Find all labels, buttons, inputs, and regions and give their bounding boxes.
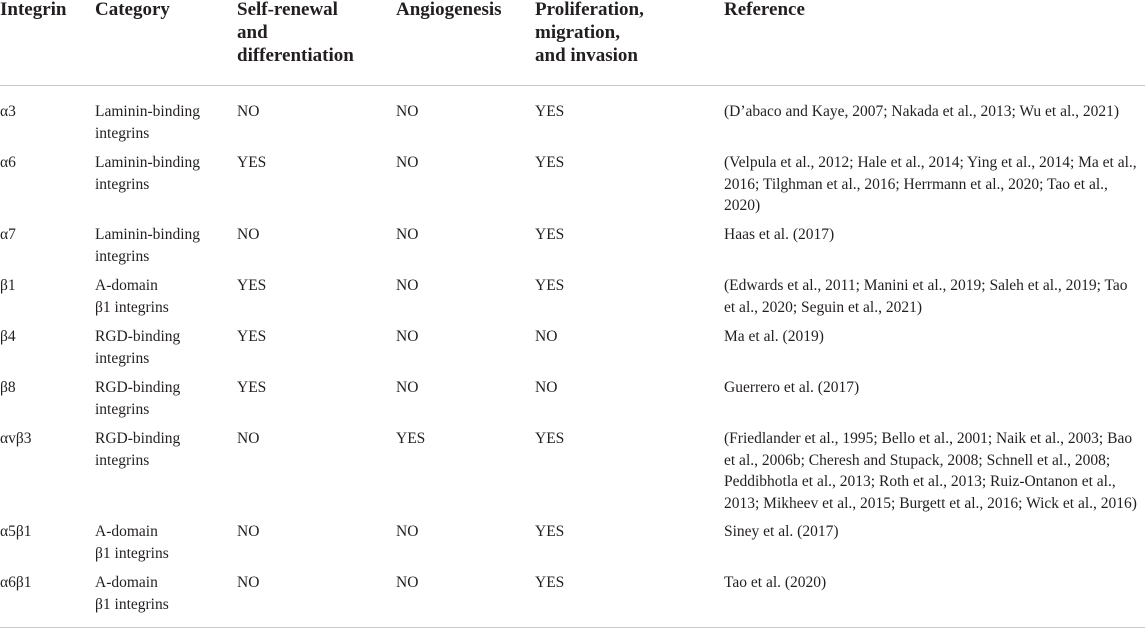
cell-self-renewal: NO <box>237 103 260 120</box>
cell-self-renewal: NO <box>237 226 260 243</box>
cell-angiogenesis: NO <box>396 379 419 396</box>
cell-category-line: RGD-binding <box>95 328 181 345</box>
cell-category-line: integrins <box>95 175 150 193</box>
cell-proliferation: YES <box>535 523 565 540</box>
cell-angiogenesis: NO <box>396 154 419 171</box>
header-proliferation-line: migration, <box>535 22 620 43</box>
cell-category <box>95 326 235 369</box>
cell-angiogenesis: YES <box>396 430 426 447</box>
cell-category-line: A-domain <box>95 277 158 294</box>
cell-category <box>95 224 235 267</box>
cell-proliferation: NO <box>535 328 558 345</box>
cell-reference <box>724 428 1145 514</box>
cell-category-line: RGD-binding <box>95 430 181 447</box>
cell-self-renewal: YES <box>237 328 267 345</box>
cell-category-line: integrins <box>95 349 150 367</box>
cell-reference-line: Siney et al. (2017) <box>724 523 839 540</box>
cell-reference-line: (Edwards et al., 2011; Manini et al., 2019; Saleh et al., 2019; Tao <box>724 277 1128 294</box>
header-proliferation-line: Proliferation, <box>535 0 644 20</box>
cell-reference-line: Ma et al. (2019) <box>724 328 824 345</box>
header-proliferation <box>535 0 644 67</box>
cell-proliferation: NO <box>535 379 558 396</box>
cell-self-renewal: NO <box>237 430 260 447</box>
cell-category-line: integrins <box>95 400 150 418</box>
header-proliferation-line: and invasion <box>535 45 638 66</box>
cell-reference <box>724 152 1145 217</box>
cell-reference-line: Haas et al. (2017) <box>724 226 835 243</box>
cell-reference-line: Guerrero et al. (2017) <box>724 379 860 396</box>
cell-self-renewal: YES <box>237 277 267 294</box>
cell-reference-line: 2020) <box>724 197 761 214</box>
cell-category <box>95 152 235 195</box>
cell-reference-line: Peddibhotla et al., 2013; Roth et al., 2013; Ruiz-Ontanon et al., <box>724 473 1116 490</box>
header-self-renewal-line: and <box>237 22 268 43</box>
cell-reference <box>724 377 1145 399</box>
cell-category-line: Laminin-binding <box>95 103 201 120</box>
cell-integrin: α6β1 <box>0 574 32 591</box>
table-header <box>0 0 1145 84</box>
cell-angiogenesis: NO <box>396 523 419 540</box>
cell-self-renewal: YES <box>237 379 267 396</box>
cell-proliferation: YES <box>535 277 565 294</box>
cell-category-line: β1 integrins <box>95 544 169 562</box>
cell-reference-line: 2013; Mikheev et al., 2015; Burgett et al., 2016; Wick et al., 2016) <box>724 494 1137 512</box>
cell-reference-line: et al., 2006b; Cheresh and Stupack, 2008; Schnell et al., 2008; <box>724 451 1111 469</box>
cell-reference-line: (Friedlander et al., 1995; Bello et al., 2001; Naik et al., 2003; Bao <box>724 430 1133 447</box>
cell-integrin: β1 <box>0 277 16 294</box>
cell-self-renewal: NO <box>237 523 260 540</box>
cell-category <box>95 101 235 144</box>
table-bottom-rule <box>0 627 1145 628</box>
cell-integrin: α6 <box>0 154 16 171</box>
cell-angiogenesis: NO <box>396 103 419 120</box>
cell-category-line: Laminin-binding <box>95 226 201 243</box>
cell-category <box>95 572 235 615</box>
cell-reference-line: (D’abaco and Kaye, 2007; Nakada et al., 2013; Wu et al., 2021) <box>724 103 1120 120</box>
cell-integrin: αvβ3 <box>0 430 32 447</box>
cell-reference <box>724 224 1145 246</box>
cell-proliferation: YES <box>535 226 565 243</box>
cell-category <box>95 521 235 564</box>
cell-angiogenesis: NO <box>396 328 419 345</box>
cell-reference-line: et al., 2020; Seguin et al., 2021) <box>724 298 923 316</box>
cell-reference <box>724 572 1145 594</box>
header-self-renewal-line: Self-renewal <box>237 0 338 20</box>
cell-reference <box>724 101 1145 123</box>
cell-angiogenesis: NO <box>396 277 419 294</box>
cell-proliferation: YES <box>535 574 565 591</box>
cell-category-line: β1 integrins <box>95 595 169 613</box>
cell-reference-line: Tao et al. (2020) <box>724 574 827 591</box>
cell-category <box>95 275 235 318</box>
header-self-renewal <box>237 0 354 67</box>
cell-category-line: Laminin-binding <box>95 154 201 171</box>
header-reference: Reference <box>724 0 805 20</box>
cell-reference <box>724 326 1145 348</box>
cell-category-line: integrins <box>95 451 150 469</box>
cell-self-renewal: NO <box>237 574 260 591</box>
cell-reference-line: (Velpula et al., 2012; Hale et al., 2014; Ying et al., 2014; Ma et al., <box>724 154 1137 171</box>
cell-integrin: α5β1 <box>0 523 32 540</box>
cell-category-line: integrins <box>95 247 150 265</box>
cell-category <box>95 377 235 420</box>
cell-integrin: β4 <box>0 328 16 345</box>
cell-angiogenesis: NO <box>396 574 419 591</box>
cell-category-line: integrins <box>95 124 150 142</box>
cell-integrin: α7 <box>0 226 16 243</box>
cell-proliferation: YES <box>535 430 565 447</box>
header-divider <box>0 85 1145 86</box>
header-self-renewal-line: differentiation <box>237 45 354 66</box>
cell-self-renewal: YES <box>237 154 267 171</box>
cell-integrin: α3 <box>0 103 16 120</box>
cell-integrin: β8 <box>0 379 16 396</box>
cell-angiogenesis: NO <box>396 226 419 243</box>
cell-category-line: RGD-binding <box>95 379 181 396</box>
cell-proliferation: YES <box>535 103 565 120</box>
cell-reference-line: 2016; Tilghman et al., 2016; Herrmann et al., 2020; Tao et al., <box>724 175 1108 193</box>
cell-category-line: β1 integrins <box>95 298 169 316</box>
cell-reference <box>724 275 1145 318</box>
cell-proliferation: YES <box>535 154 565 171</box>
header-integrin: Integrin <box>0 0 67 20</box>
header-angiogenesis: Angiogenesis <box>396 0 502 20</box>
cell-category <box>95 428 235 471</box>
header-category: Category <box>95 0 170 20</box>
cell-reference <box>724 521 1145 543</box>
cell-category-line: A-domain <box>95 574 158 591</box>
cell-category-line: A-domain <box>95 523 158 540</box>
